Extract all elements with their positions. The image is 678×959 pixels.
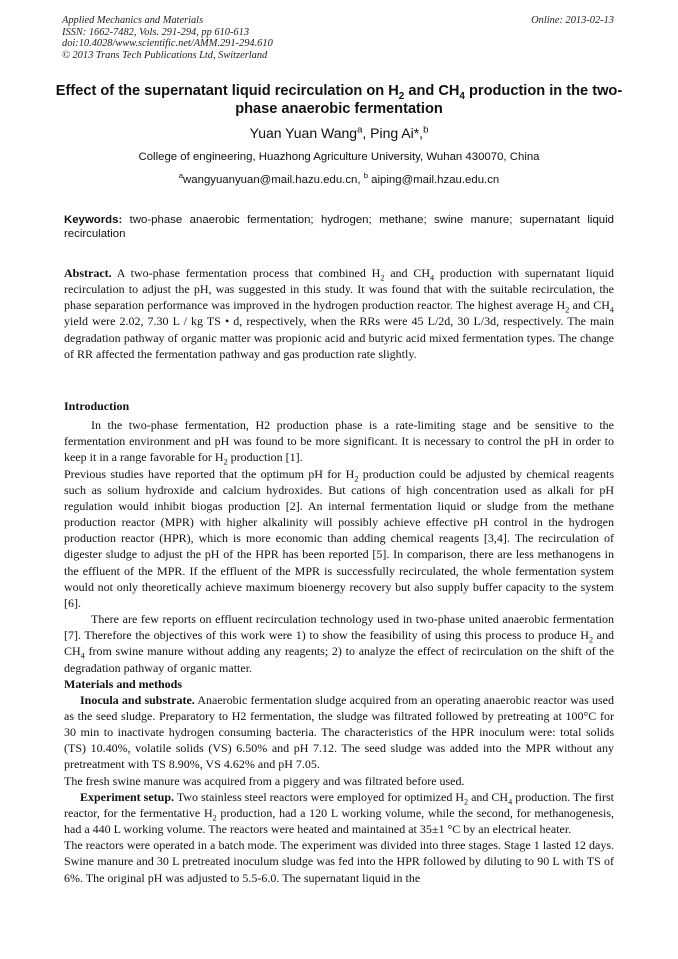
methods-inocula-paragraph: Inocula and substrate. Anaerobic fermentation sludge acquired from an operating anaerobic reactor was used as the seed sludge. Preparatory to H2 fermentation, the sludge was filtrated followed by pretreating at 100°C for 30 min to inactivate hydrogen consuming bacteria. The characteristics of the HPR inoculum were: total solids (TS) 10.40%, volatile solids (VS) 6.50% and pH 7.12. The seed sludge was added into the MPR without any pretreatment with TS 8.90%, VS 4.62% and pH 7.05. bbox=[64, 692, 615, 772]
keywords bbox=[64, 213, 614, 242]
author-list: Yuan Yuan Wang$^a$, Ping Ai*,$^b$ bbox=[249, 124, 429, 141]
section-heading-introduction: Introduction bbox=[64, 399, 130, 413]
online-date: Online: 2013-02-13 bbox=[531, 15, 614, 26]
author-2: Ping Ai*, bbox=[370, 125, 424, 141]
methods-manure-line: The fresh swine manure was acquired from a piggery and was filtrated before used. bbox=[64, 773, 465, 788]
paper-title: Effect of the supernatant liquid recirculation on $H_2$ and $CH_4$ production in the two-phase anaerobic fermentation bbox=[55, 83, 623, 117]
intro-paragraph-1: In the two-phase fermentation, H2 production phase is a rate-limiting stage and be sensitive to the fermentation environment and pH was found to be more significant. It is necessary to control the pH in order to keep it in a range favorable for $H_2$ production [1]. bbox=[64, 418, 614, 467]
author-1: Yuan Yuan Wang bbox=[249, 125, 358, 141]
abstract: Abstract. A two-phase fermentation process that combined $H_2$ and $CH_4$ production with supernatant liquid recirculation to adjust the pH, was suggested in this study. It was found that with the suitable recirculation, the phase separation performance was improved in the hydrogen production reactor. The highest average $H_2$ and $CH_4$ yield were 2.02, 7.30 L / kg TS • d, respectively, when the RRs were 45 L/2d, 30 L/3d, respectively. The main degradation pathway of organic matter was propionic acid and butyric acid mixed fermentation types. The change of RR affected the fermentation pathway and gas production rate slightly. bbox=[64, 266, 615, 361]
intro-paragraph-3: There are few reports on effluent recirculation technology used in two-phase united anaerobic fermentation [7]. Therefore the objectives of this work were 1) to show the feasibility of using this process to produce $H_2$ and $CH_4$ from swine manure without adding any reagents; 2) to analyze the effect of recirculation on the shift of the degradation pathway of organic matter. bbox=[64, 612, 615, 675]
author-emails: $^a$wangyuanyuan@mail.hazu.edu.cn, $^b$ aiping@mail.hzau.edu.cn bbox=[178, 171, 500, 186]
intro-paragraph-2: Previous studies have reported that the optimum pH for $H_2$ production could be adjusted by chemical reagents such as solium hydroxide and calcium hydroxides. But cations of high concentration used as alkali for pH regulation would inhibit biogas production [2]. An internal fermentation liquid or sludge from the methane production reactor (MPR) with higher alkalinity will possibly achieve effective pH control in the hydrogen production reactor (HPR), which is more economic than adding chemical reagents [3,4]. The recirculation of digester sludge to adjust the pH of the HPR has been reported [5]. In comparison, there are less methanogens in the effluent of the MPR. If the effluent of the MPR is successfully recirculated, the whole fermentation system would not only theoretically achieve maximum bioenergy recovery but also supply buffer capacity to the system [6]. bbox=[64, 466, 614, 610]
doi-line[interactable]: doi:10.4028/www.scientific.net/AMM.291-294.610 bbox=[62, 38, 273, 50]
setup-label: Experiment setup. bbox=[80, 789, 175, 804]
journal-name: Applied Mechanics and Materials bbox=[62, 15, 204, 26]
main-text bbox=[64, 398, 614, 886]
section-heading-methods: Materials and methods bbox=[64, 676, 182, 691]
issn-line: ISSN: 1662-7482, Vols. 291-294, pp 610-613 bbox=[62, 26, 250, 38]
inocula-label: Inocula and substrate. bbox=[80, 692, 195, 707]
abstract-label: Abstract. bbox=[64, 266, 112, 280]
copyright-line: © 2013 Trans Tech Publications Ltd, Switzerland bbox=[62, 49, 268, 61]
keywords-text: two-phase anaerobic fermentation; hydrogen; methane; swine manure; supernatant liquid recirculation bbox=[64, 214, 614, 241]
journal-meta bbox=[62, 15, 273, 61]
methods-setup-paragraph: Experiment setup. Two stainless steel reactors were employed for optimized $H_2$ and $CH_4$ production. The first reactor, for the fermentative $H_2$ production, had a 120 L working volume, while the second, for methanogenesis, had a 440 L working volume. The reactors were heated and maintained at 35±1 °C by an electrical heater. bbox=[64, 789, 614, 837]
methods-operation-paragraph: The reactors were operated in a batch mode. The experiment was divided into three stages. Stage 1 lasted 12 days. Swine manure and 30 L pretreated inoculum sludge was fed into the HPR followed by diluting to 90 L with TS of 6%. The original pH was adjusted to 5.5-6.0. The supernatant liquid in the bbox=[64, 838, 614, 885]
keywords-label: Keywords: bbox=[64, 214, 123, 226]
email-link-a[interactable]: wangyuanyuan@mail.hazu.edu.cn, bbox=[183, 174, 364, 186]
affiliation: College of engineering, Huazhong Agriculture University, Wuhan 430070, China bbox=[138, 151, 540, 163]
email-link-b[interactable]: aiping@mail.hzau.edu.cn bbox=[368, 174, 500, 186]
